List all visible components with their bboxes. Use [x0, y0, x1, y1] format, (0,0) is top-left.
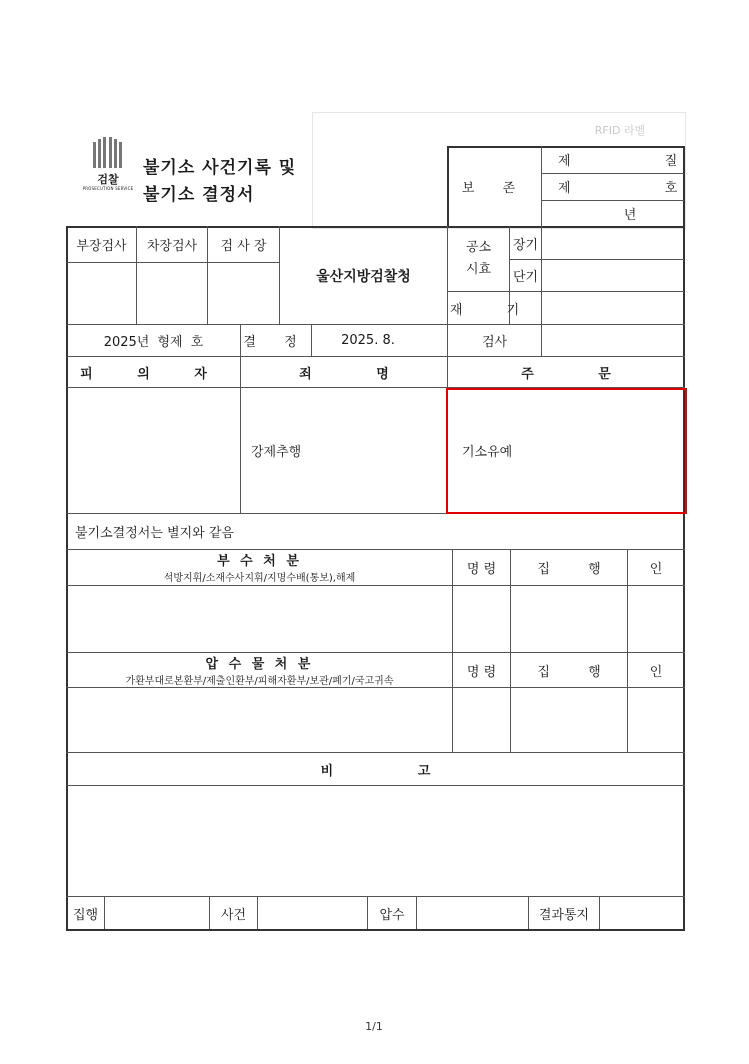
decision-date: 2025. 8.	[341, 333, 395, 348]
statute-label-line2: 시효	[465, 262, 492, 277]
statute-re-label: 재 기	[449, 302, 540, 318]
logo-sub: PROSECUTION SERVICE	[82, 186, 134, 191]
chief-label: 검 사 장	[220, 239, 267, 254]
seized-order-label: 명 령	[466, 664, 497, 680]
charge-header	[241, 357, 447, 387]
preservation-vol	[542, 146, 684, 173]
case-number-text: 2025년 형제 호	[103, 335, 204, 350]
case-number	[67, 325, 240, 356]
attached-person-label: 인	[649, 562, 663, 577]
statute-label	[448, 227, 509, 291]
statute-long-label: 장기	[512, 237, 539, 253]
seized-sub: 가환부대로본환부/제출인환부/피해자환부/보관/폐기/국고귀속	[125, 675, 394, 687]
statute-short-label: 단기	[512, 270, 539, 285]
suspect-header: 피 의 자	[80, 366, 227, 382]
preservation-vol-text: 제 질	[558, 154, 678, 169]
page-number: 1/1	[365, 1019, 383, 1033]
charge-value: 강제추행	[251, 445, 302, 460]
preservation-label: 보 존	[461, 180, 528, 196]
prosecutor-label: 검사	[481, 335, 508, 350]
preservation-year: 년	[623, 207, 637, 223]
vice-chief-label: 차장검사	[146, 239, 198, 254]
logo-emblem-icon	[82, 136, 134, 170]
logo-name: 검찰	[97, 173, 119, 186]
seized-title: 압 수 물 처 분	[205, 656, 314, 672]
seized-person-label: 인	[649, 664, 663, 680]
seized-exec-text: 집 행	[537, 664, 601, 680]
attached-sub: 석방지휘/소재수사지휘/지명수배(통보),해제	[163, 572, 356, 584]
page-title-line1: 불기소 사건기록 및	[143, 158, 297, 178]
attached-exec-text: 집 행	[537, 562, 601, 577]
footer-exec-label: 집행	[72, 907, 99, 923]
footer-seize-label: 압수	[379, 907, 405, 923]
preservation-no-text: 제 호	[558, 181, 678, 196]
order-header	[448, 357, 684, 387]
preservation-no	[542, 173, 684, 200]
attached-order-label: 명 령	[466, 562, 497, 577]
statute-label-line1: 공소	[465, 240, 492, 255]
remarks-header	[67, 753, 684, 785]
prosecution-logo	[82, 136, 134, 194]
page-title-line2: 불기소 결정서	[143, 185, 255, 205]
seized-exec-label	[511, 653, 627, 687]
deputy-chief-label: 부장검사	[76, 239, 127, 254]
note-same: 불기소결정서는 별지와 같음	[75, 526, 234, 541]
footer-case-label: 사건	[220, 907, 247, 923]
suspect-value	[67, 388, 240, 513]
decision-label: 결 정	[243, 335, 309, 350]
office-name: 울산지방검찰청	[316, 268, 411, 285]
remarks-header-text: 비 고	[320, 763, 431, 779]
footer-notice-label: 결과통지	[538, 907, 590, 923]
order-value: 기소유예	[462, 445, 513, 460]
order-header-text: 주 문	[521, 366, 611, 382]
order-highlight-box	[446, 388, 687, 514]
attached-title: 부 수 처 분	[217, 553, 302, 569]
charge-header-text: 죄 명	[299, 366, 389, 382]
attached-exec-label	[511, 550, 627, 585]
rfid-label: RFID 라벨	[594, 124, 646, 137]
